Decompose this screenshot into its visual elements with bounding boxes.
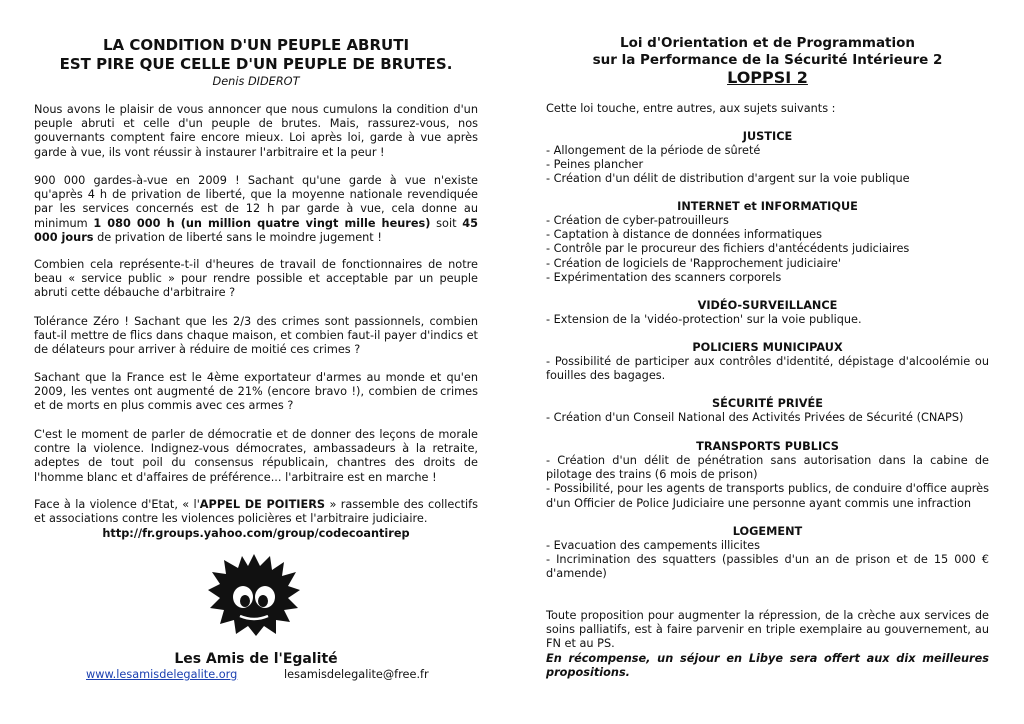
list-item: - Possibilité, pour les agents de transports publics, de conduire d'office auprès d'un Officier de Police Judiciaire une personne ayant commis une infraction — [546, 482, 989, 510]
author-credit: Denis DIDEROT — [212, 75, 300, 88]
left-title-line2: EST PIRE QUE CELLE D'UN PEUPLE DE BRUTES. — [59, 55, 453, 73]
list-item: - Possibilité de participer aux contrôles d'identité, dépistage d'alcoolémie ou fouilles des bagages. — [546, 355, 989, 383]
list-item: - Création d'un Conseil National des Activités Privées de Sécurité (CNAPS) — [546, 411, 964, 424]
section-heading: VIDÉO-SURVEILLANCE — [697, 299, 838, 312]
section-heading: INTERNET et INFORMATIQUE — [677, 200, 858, 213]
right-title-line1: Loi d'Orientation et de Programmation — [619, 35, 916, 51]
section-heading: LOGEMENT — [732, 525, 803, 538]
list-item: - Création de logiciels de 'Rapprochement judiciaire' — [546, 256, 841, 270]
section-items — [546, 214, 989, 285]
section-heading: JUSTICE — [742, 130, 793, 143]
list-item: - Evacuation des campements illicites — [546, 539, 760, 552]
list-item: - Expérimentation des scanners corporels — [546, 270, 782, 284]
group-url[interactable]: http://fr.groups.yahoo.com/group/codecoantirep — [102, 527, 410, 540]
list-item: - Création d'un délit de distribution d'argent sur la voie publique — [546, 172, 910, 186]
list-item: - Peines plancher — [546, 158, 644, 172]
left-title-line1: LA CONDITION D'UN PEUPLE ABRUTI — [102, 36, 410, 54]
list-item: - Extension de la 'vidéo-protection' sur la voie publique. — [546, 313, 862, 326]
section-items — [546, 313, 989, 327]
paragraph-2: 900 000 gardes-à-vue en 2009 ! Sachant qu'une garde à vue n'existe qu'après 4 h de privation de liberté, que la moyenne nationale revendiquée par les services concernés est de 12 h par garde à vue, cela donne au minimum 1 080 000 h (un million quatre vingt mille heures) soit 45 000 jours de privation de liberté sans le moindre jugement ! — [34, 174, 478, 244]
section-heading: SÉCURITÉ PRIVÉE — [712, 397, 823, 410]
paragraph-3: Combien cela représente-t-il d'heures de travail de fonctionnaires de notre beau « service public » pour rendre possible et acceptable par un peuple abruti cette débauche d'arbitraire ? — [34, 258, 478, 300]
list-item: - Allongement de la période de sûreté — [546, 144, 761, 157]
section-heading: POLICIERS MUNICIPAUX — [692, 341, 843, 354]
list-item: - Captation à distance de données informatiques — [546, 228, 822, 242]
paragraph-4: Tolérance Zéro ! Sachant que les 2/3 des crimes sont passionnels, combien faut-il mettre de flics dans chaque maison, et combien faut-il payer d'indics et de délateurs pour arriver à réduire de moitié ces crimes ? — [34, 315, 478, 357]
org-name: Les Amis de l'Egalité — [174, 651, 338, 667]
paragraph-7: Face à la violence d'Etat, « l'APPEL DE POITIERS » rassemble des collectifs et associations contre les violences policières et l'arbitraire judiciaire. — [34, 498, 478, 526]
section-items — [546, 539, 989, 582]
intro-text: Cette loi touche, entre autres, aux sujets suivants : — [546, 102, 836, 115]
paragraph-5: Sachant que la France est le 4ème exportateur d'armes au monde et qu'en 2009, les ventes ont augmenté de 21% (encore bravo !), combien de crimes et de morts en plus commis avec ces armes ? — [34, 371, 478, 413]
list-item: - Incrimination des squatters (passibles d'un an de prison et de 15 000 € d'amende) — [546, 553, 989, 581]
website-link[interactable]: www.lesamisdelegalite.org — [86, 668, 238, 681]
section-heading: TRANSPORTS PUBLICS — [696, 440, 839, 453]
right-title-line2: sur la Performance de la Sécurité Intérieure 2 — [592, 52, 943, 68]
closing-text: Toute proposition pour augmenter la répression, de la crèche aux services de soins palliatifs, est à faire parvenir en triple exemplaire au gouvernement, au FN et au PS. — [546, 609, 989, 651]
email-address[interactable]: lesamisdelegalite@free.fr — [284, 668, 429, 681]
section-items — [546, 144, 989, 187]
list-item: - Contrôle par le procureur des fichiers d'antécédents judiciaires — [546, 242, 910, 256]
list-item: - Création de cyber-patrouilleurs — [546, 214, 729, 227]
paragraph-1: Nous avons le plaisir de vous annoncer que nous cumulons la condition d'un peuple abruti et celle d'un peuple de brutes. Mais, rassurez-vous, nos gouvernants comptent faire encore mieux. Loi après loi, garde à vue après garde à vue, ils vont réussir à instaurer l'arbitraire et la peur ! — [34, 103, 478, 159]
list-item: - Création d'un délit de pénétration sans autorisation dans la cabine de pilotage des trains (6 mois de prison) — [546, 454, 989, 482]
closing-emphasis: En récompense, un séjour en Libye sera offert aux dix meilleures propositions. — [546, 652, 989, 680]
right-title-loppsi: LOPPSI 2 — [727, 68, 808, 87]
paragraph-6: C'est le moment de parler de démocratie et de donner des leçons de morale contre la violence. Indignez-vous démocrates, ambassadeurs à la retraite, adeptes de tout poil du consensus républicain, chantres des droits de l'homme blanc et d'affaires de préférence... l'arbitraire est en marche ! — [34, 428, 478, 484]
hedgehog-logo-icon — [206, 552, 302, 638]
section-items — [546, 355, 989, 383]
section-items — [546, 454, 989, 511]
section-items — [546, 411, 989, 425]
